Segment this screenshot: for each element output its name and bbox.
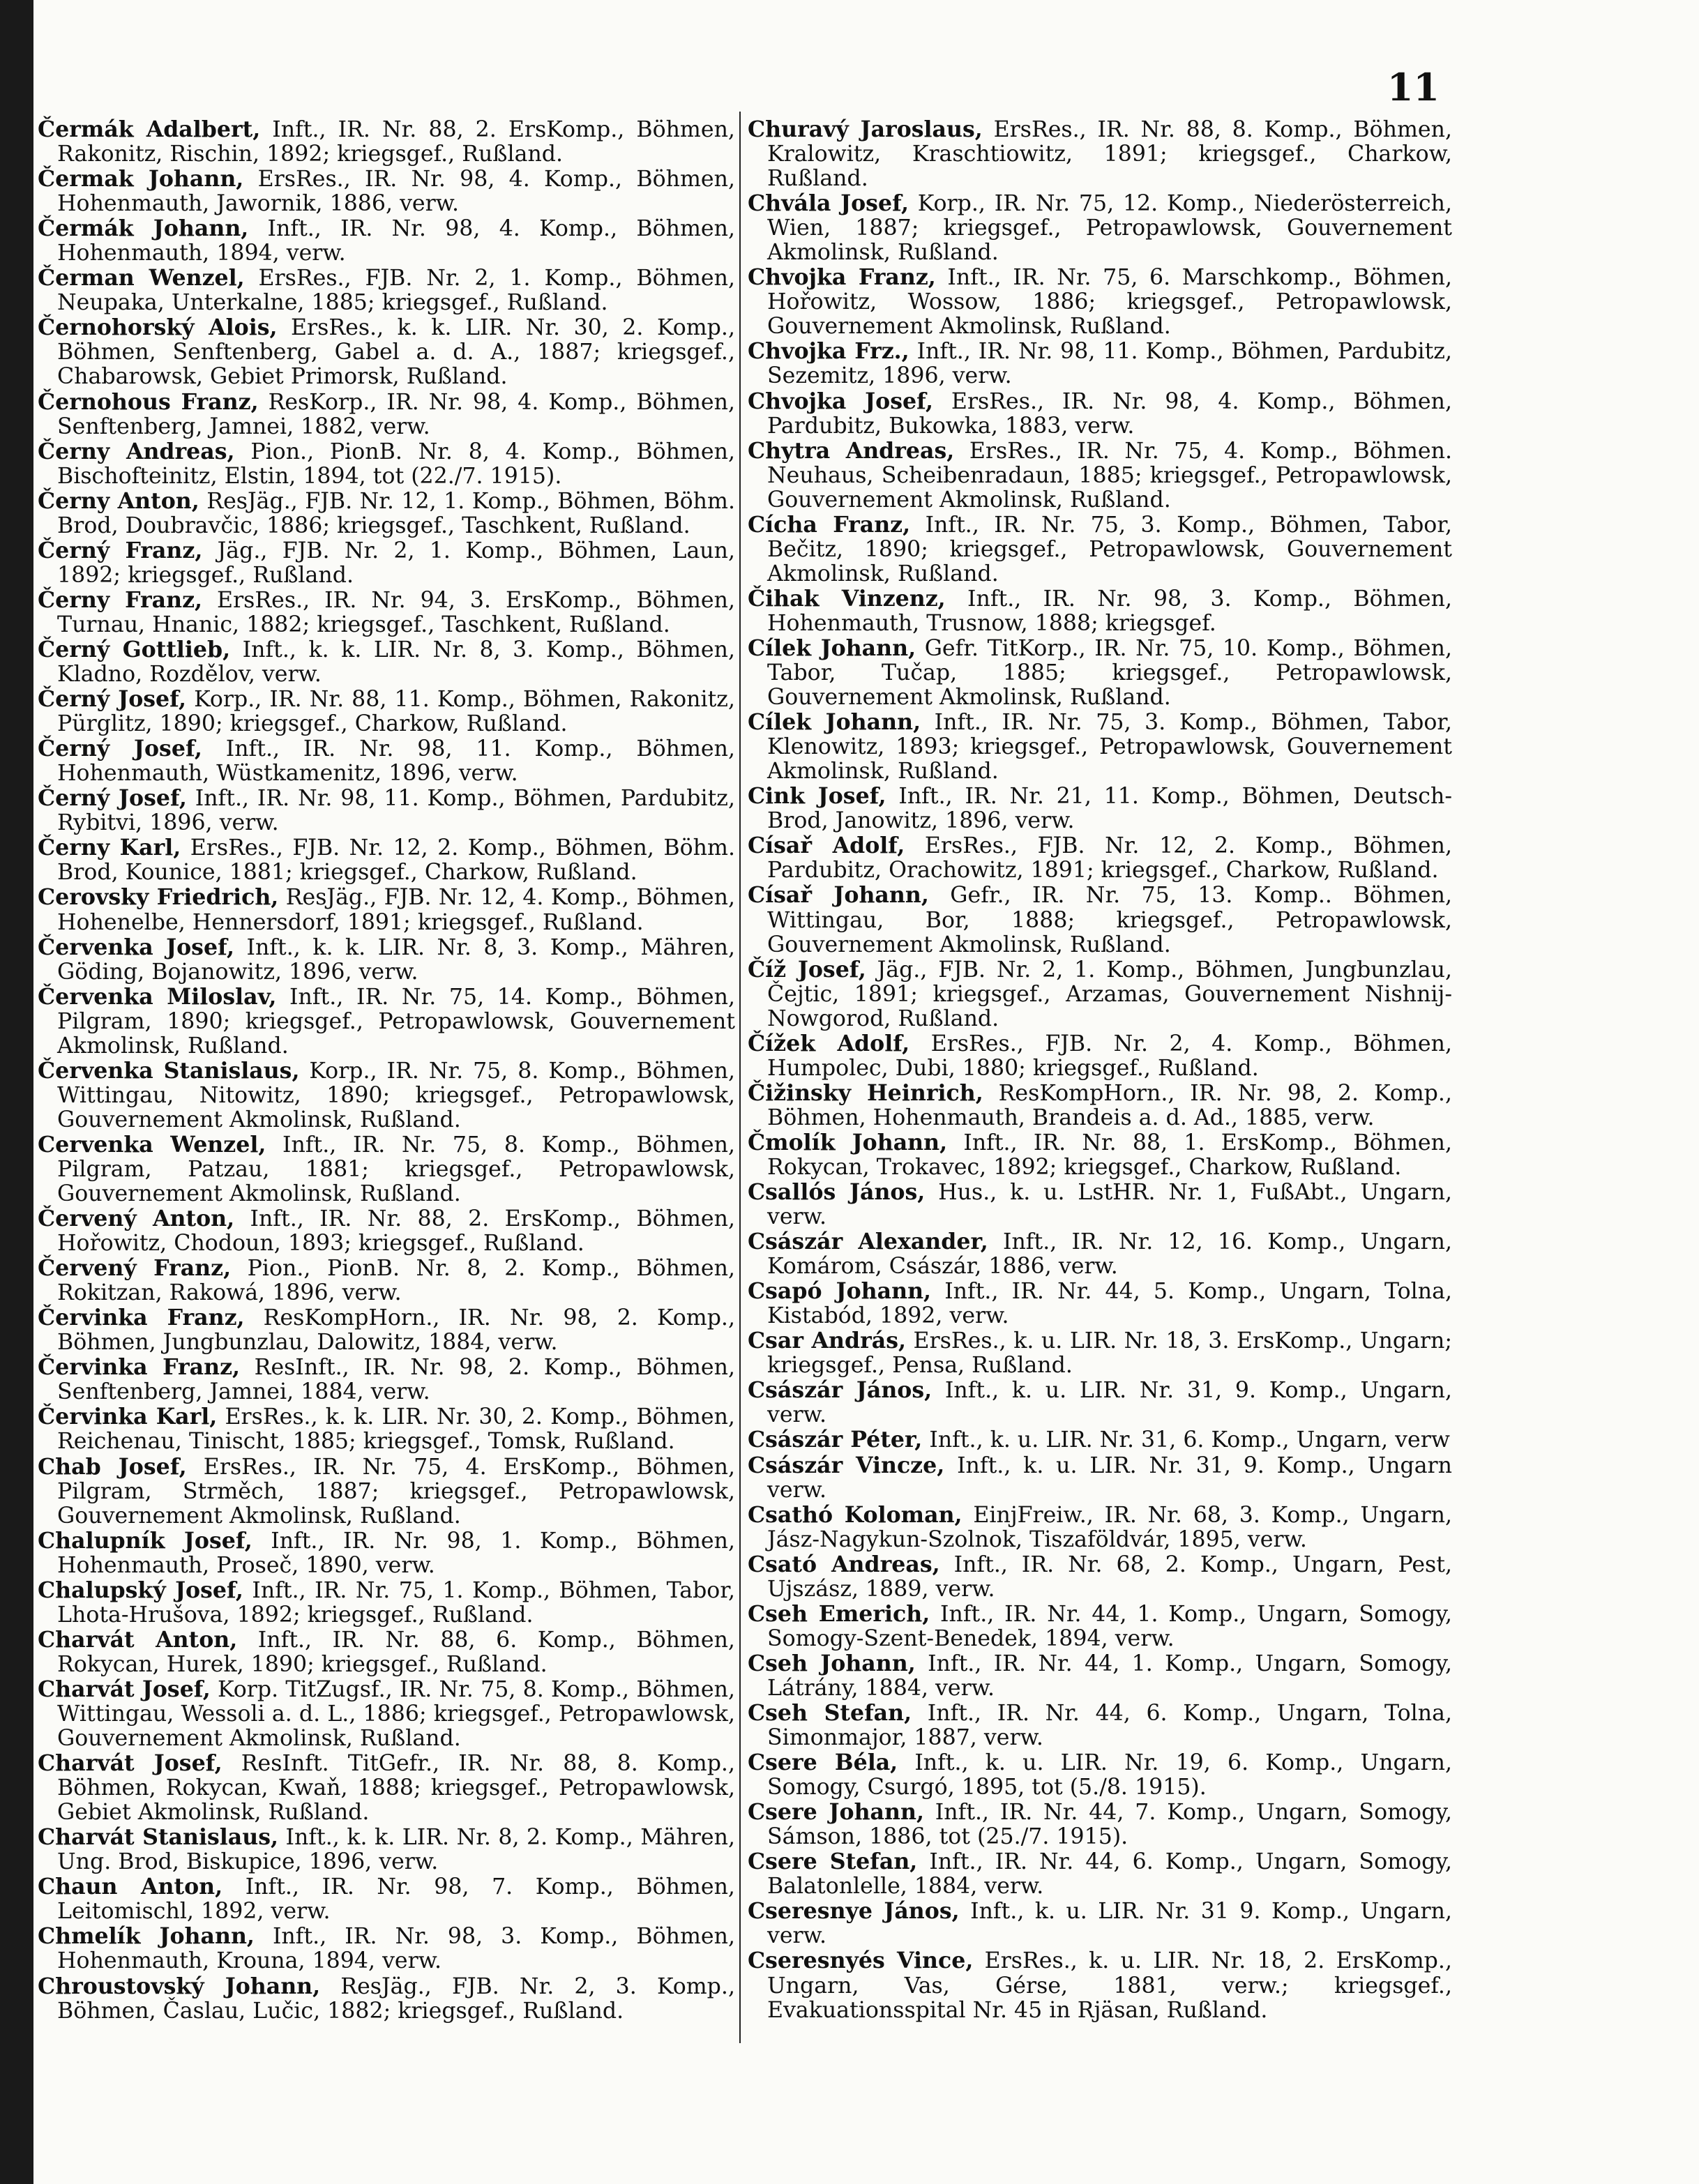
entry-name: Charvát Stanislaus, — [38, 1824, 278, 1851]
entry-name: Čermák Johann, — [38, 215, 249, 242]
list-item — [38, 786, 735, 835]
list-item — [38, 489, 735, 538]
entry-text: Gefr., IR. Nr. 75, 13. Komp.. Böhmen, Wittingau, Bor, 1888; kriegsgef., Petropawlowsk, Gouvernement Akmolinsk, Rußland. — [767, 883, 1452, 957]
entry-text: ResKompHorn., IR. Nr. 98, 2. Komp., Böhmen, Jungbunzlau, Dalowitz, 1884, verw. — [57, 1305, 735, 1356]
right-column — [748, 117, 1452, 2023]
entry-name: Charvát Josef, — [38, 1750, 222, 1777]
list-item — [748, 833, 1452, 883]
list-item — [748, 1180, 1452, 1229]
entry-text: ErsRes., k. u. LIR. Nr. 18, 3. ErsKomp., Ungarn; kriegsgef., Pensa, Rußland. — [767, 1328, 1453, 1379]
entry-name: Černý Josef, — [38, 736, 202, 762]
entry-name: Černy Andreas, — [38, 438, 235, 464]
entry-name: Červený Anton, — [38, 1206, 235, 1232]
entry-name: Císař Johann, — [748, 882, 929, 909]
entry-text: Inft., k. u. LIR. Nr. 31, 9. Komp., Ungarn verw. — [767, 1453, 1452, 1503]
entry-name: Černý Josef, — [38, 686, 187, 713]
list-item — [38, 835, 735, 885]
list-item — [38, 1355, 735, 1404]
entry-text: ErsRes., IR. Nr. 75, 4. ErsKomp., Böhmen, Pilgram, Strměch, 1887; kriegsgef., Petropawlowsk, Gouvernement Akmolinsk, Rußland. — [57, 1454, 735, 1529]
list-item — [748, 1378, 1452, 1427]
list-item — [38, 1751, 735, 1825]
list-item — [38, 985, 735, 1059]
list-item — [38, 1874, 735, 1924]
list-item — [748, 265, 1452, 339]
left-column — [38, 117, 735, 2024]
entry-text: Inft., IR. Nr. 98, 3. Komp., Böhmen, Hohenmauth, Krouna, 1894, verw. — [57, 1924, 735, 1974]
entry-name: Číž Josef, — [748, 956, 866, 983]
list-item — [748, 1948, 1452, 2022]
list-item — [38, 687, 735, 736]
entry-name: Černy Anton, — [38, 487, 199, 514]
entry-name: Černy Franz, — [38, 586, 203, 613]
entry-text: Inft., IR. Nr. 44, 6. Komp., Ungarn, Somogy, Balatonlelle, 1884, verw. — [767, 1849, 1452, 1899]
entry-text: Inft., IR. Nr. 98, 11. Komp., Böhmen, Pardubitz, Rybitvi, 1896, verw. — [57, 786, 735, 836]
entry-text: Inft., IR. Nr. 44, 6. Komp., Ungarn, Tolna, Simonmajor, 1887, verw. — [767, 1701, 1452, 1751]
entry-name: Červinka Franz, — [38, 1354, 241, 1381]
entry-text: ErsRes., IR. Nr. 88, 8. Komp., Böhmen, Kralowitz, Kraschtiowitz, 1891; kriegsgef., Charkow, Rußland. — [767, 117, 1452, 192]
list-item — [38, 1974, 735, 2024]
entry-text: Inft., IR. Nr. 21, 11. Komp., Böhmen, Deutsch-Brod, Janowitz, 1896, verw. — [767, 784, 1452, 834]
entry-name: Csathó Koloman, — [748, 1501, 962, 1528]
list-item — [748, 1328, 1452, 1378]
list-item — [748, 1701, 1452, 1750]
list-item — [38, 390, 735, 439]
entry-name: Černý Josef, — [38, 785, 187, 812]
entry-text: Inft., IR. Nr. 88, 6. Komp., Böhmen, Rokycan, Hurek, 1890; kriegsgef., Rußland. — [57, 1627, 735, 1677]
list-item — [748, 1503, 1452, 1552]
entry-name: Chaun Anton, — [38, 1874, 223, 1900]
list-item — [748, 636, 1452, 710]
entry-name: Csere Béla, — [748, 1750, 898, 1776]
entry-text: ResKorp., IR. Nr. 98, 4. Komp., Böhmen, Senftenberg, Jamnei, 1882, verw. — [57, 389, 735, 439]
entry-text: Inft., IR. Nr. 88, 2. ErsKomp., Böhmen, Rakonitz, Rischin, 1892; kriegsgef., Rußland. — [57, 117, 735, 167]
list-item — [38, 117, 735, 167]
entry-name: Černohorský Alois, — [38, 314, 278, 341]
entry-name: Charvát Josef, — [38, 1676, 211, 1702]
list-item — [38, 1924, 735, 1973]
entry-text: ErsRes., FJB. Nr. 12, 2. Komp., Böhmen, Pardubitz, Orachowitz, 1891; kriegsgef., Charkow, Rußland. — [767, 833, 1453, 884]
entry-text: Inft., IR. Nr. 44, 1. Komp., Ungarn, Somogy, Somogy-Szent-Benedek, 1894, verw. — [767, 1601, 1452, 1651]
list-item — [38, 1578, 735, 1628]
entry-name: Čmolík Johann, — [748, 1129, 948, 1155]
entry-text: Inft., IR. Nr. 98, 3. Komp., Böhmen, Hohenmauth, Trusnow, 1888; kriegsgef. — [767, 586, 1452, 636]
entry-text: Inft., k. k. LIR. Nr. 8, 2. Komp., Mähren, Ung. Brod, Biskupice, 1896, verw. — [57, 1825, 736, 1875]
entry-text: Inft., k. u. LIR. Nr. 19, 6. Komp., Ungarn, Somogy, Csurgó, 1895, tot (5./8. 1915). — [767, 1750, 1452, 1800]
entry-name: Csallós János, — [748, 1179, 926, 1206]
list-item — [748, 1427, 1452, 1453]
entry-name: Csar András, — [748, 1328, 907, 1354]
entry-name: Császár János, — [748, 1377, 932, 1404]
entry-text: Inft., k. k. LIR. Nr. 8, 3. Komp., Böhmen, Kladno, Rozdělov, verw. — [57, 637, 736, 688]
entry-text: ResJäg., FJB. Nr. 12, 1. Komp., Böhmen, Böhm. Brod, Doubravčic, 1886; kriegsgef., Taschkent, Rußland. — [57, 488, 736, 538]
entry-text: Inft., IR. Nr. 88, 1. ErsKomp., Böhmen, Rokycan, Trokavec, 1892; kriegsgef., Charkow, Rußland. — [767, 1130, 1452, 1180]
entry-name: Čižinsky Heinrich, — [748, 1079, 983, 1106]
entry-name: Čerman Wenzel, — [38, 265, 245, 291]
entry-name: Chalupník Josef, — [38, 1527, 252, 1554]
list-item — [38, 1206, 735, 1256]
entry-name: Chalupský Josef, — [38, 1577, 243, 1603]
entry-name: Chvojka Frz., — [748, 338, 909, 365]
entry-name: Cseh Stefan, — [748, 1700, 912, 1726]
entry-text: EinjFreiw., IR. Nr. 68, 3. Komp., Ungarn, Jász-Nagykun-Szolnok, Tiszaföldvár, 1895, verw. — [767, 1502, 1452, 1552]
list-item — [748, 513, 1452, 586]
entry-name: Červenka Stanislaus, — [38, 1057, 300, 1084]
entry-text: Inft., IR. Nr. 98, 11. Komp., Böhmen, Pardubitz, Sezemitz, 1896, verw. — [767, 339, 1452, 389]
list-item — [38, 588, 735, 637]
entry-name: Cseresnye János, — [748, 1898, 960, 1925]
entry-text: Inft., IR. Nr. 68, 2. Komp., Ungarn, Pest, Ujszász, 1889, verw. — [767, 1552, 1452, 1602]
list-item — [748, 957, 1452, 1031]
entry-text: ErsRes., k. u. LIR. Nr. 18, 2. ErsKomp., Ungarn, Vas, Gérse, 1881, verw.; kriegsgef., Evakuationsspital Nr. 45 in Rjäsan, Rußland. — [767, 1948, 1452, 2023]
entry-text: Inft., k. u. LIR. Nr. 31, 9. Komp., Ungarn, verw. — [767, 1378, 1453, 1428]
list-item — [748, 1130, 1452, 1180]
list-item — [748, 389, 1452, 439]
entry-text: Inft., IR. Nr. 98, 1. Komp., Böhmen, Hohenmauth, Proseč, 1890, verw. — [57, 1528, 735, 1578]
entry-name: Cink Josef, — [748, 783, 886, 810]
entry-name: Červinka Franz, — [38, 1305, 245, 1331]
list-item — [748, 1750, 1452, 1800]
entry-name: Červenka Josef, — [38, 934, 234, 960]
list-item — [748, 1081, 1452, 1130]
entry-name: Cerovsky Friedrich, — [38, 884, 279, 911]
entry-name: Cícha Franz, — [748, 511, 911, 538]
list-item — [38, 1529, 735, 1578]
entry-name: Chroustovský Johann, — [38, 1973, 321, 1999]
list-item — [38, 266, 735, 315]
entry-text: ResInft. TitGefr., IR. Nr. 88, 8. Komp., Böhmen, Rokycan, Kwaň, 1888; kriegsgef., Petropawlowsk, Gebiet Akmolinsk, Rußland. — [57, 1751, 735, 1826]
list-item — [748, 1651, 1452, 1701]
list-item — [748, 1453, 1452, 1503]
entry-name: Císař Adolf, — [748, 833, 905, 859]
entry-text: Jäg., FJB. Nr. 2, 1. Komp., Böhmen, Laun, 1892; kriegsgef., Rußland. — [57, 538, 736, 588]
entry-text: Inft., IR. Nr. 44, 7. Komp., Ungarn, Somogy, Sámson, 1886, tot (25./7. 1915). — [767, 1800, 1452, 1850]
entry-text: ErsRes., k. k. LIR. Nr. 30, 2. Komp., Böhmen, Reichenau, Tinischt, 1885; kriegsgef., Tomsk, Rußland. — [57, 1404, 735, 1455]
list-item — [748, 1800, 1452, 1849]
list-item — [748, 1229, 1452, 1279]
binding-edge — [0, 0, 33, 2184]
entry-name: Cseh Emerich, — [748, 1600, 930, 1627]
entry-text: ResKompHorn., IR. Nr. 98, 2. Komp., Böhmen, Hohenmauth, Brandeis a. d. Ad., 1885, verw. — [767, 1080, 1452, 1130]
entry-name: Černý Franz, — [38, 537, 203, 563]
entry-text: ErsRes., IR. Nr. 98, 4. Komp., Böhmen, Pardubitz, Bukowka, 1883, verw. — [767, 388, 1452, 439]
list-item — [38, 885, 735, 934]
entry-name: Čermák Adalbert, — [38, 116, 261, 142]
list-item — [748, 1552, 1452, 1602]
entry-text: ResJäg., FJB. Nr. 2, 3. Komp., Böhmen, Časlau, Lučic, 1882; kriegsgef., Rußland. — [57, 1973, 735, 2024]
entry-name: Csató Andreas, — [748, 1551, 940, 1577]
entry-text: Inft., IR. Nr. 88, 2. ErsKomp., Böhmen, Hořowitz, Chodoun, 1893; kriegsgef., Rußland. — [57, 1206, 736, 1257]
list-item — [38, 216, 735, 266]
list-item — [38, 1256, 735, 1305]
entry-text: Korp. TitZugsf., IR. Nr. 75, 8. Komp., Böhmen, Wittingau, Wessoli a. d. L., 1886; kriegsgef., Petropawlowsk, Gouvernement Akmolinsk, Rußland. — [57, 1676, 736, 1752]
list-item — [38, 439, 735, 489]
list-item — [38, 1404, 735, 1454]
entry-name: Čihak Vinzenz, — [748, 585, 946, 612]
list-item — [748, 1279, 1452, 1328]
entry-name: Černohous Franz, — [38, 388, 259, 415]
entry-text: ResInft., IR. Nr. 98, 2. Komp., Böhmen, Senftenberg, Jamnei, 1884, verw. — [57, 1355, 736, 1405]
list-item — [38, 315, 735, 389]
entry-text: Korp., IR. Nr. 88, 11. Komp., Böhmen, Rakonitz, Pürglitz, 1890; kriegsgef., Charkow, Rußland. — [57, 687, 735, 737]
entry-text: Inft., IR. Nr. 98, 7. Komp., Böhmen, Leitomischl, 1892, verw. — [57, 1874, 735, 1925]
entry-name: Čížek Adolf, — [748, 1030, 910, 1056]
entry-name: Cervenka Wenzel, — [38, 1131, 266, 1158]
list-item — [38, 1132, 735, 1206]
entry-name: Černý Gottlieb, — [38, 636, 231, 662]
entry-text: Inft., IR. Nr. 98, 11. Komp., Böhmen, Hohenmauth, Wüstkamenitz, 1896, verw. — [57, 736, 736, 787]
entry-text: ErsRes., FJB. Nr. 2, 4. Komp., Böhmen, Humpolec, Dubi, 1880; kriegsgef., Rußland. — [767, 1031, 1452, 1081]
entry-text: ErsRes., IR. Nr. 75, 4. Komp., Böhmen. Neuhaus, Scheibenradaun, 1885; kriegsgef., Petropawlowsk, Gouvernement Akmolinsk, Rußland. — [767, 438, 1453, 513]
list-item — [748, 1899, 1452, 1948]
entry-text: Inft., IR. Nr. 98, 4. Komp., Böhmen, Hohenmauth, 1894, verw. — [57, 216, 735, 266]
list-item — [748, 586, 1452, 636]
entry-name: Chmelík Johann, — [38, 1923, 255, 1950]
list-item — [38, 538, 735, 588]
list-item — [38, 736, 735, 786]
list-item — [748, 710, 1452, 784]
entry-name: Červenka Miloslav, — [38, 983, 277, 1010]
entry-name: Cílek Johann, — [748, 709, 921, 736]
list-item — [38, 637, 735, 687]
entry-text: Inft., IR. Nr. 75, 3. Komp., Böhmen, Tabor, Bečitz, 1890; kriegsgef., Petropawlowsk, Gouvernement Akmolinsk, Rußland. — [767, 512, 1452, 586]
page-number: 11 — [1387, 65, 1440, 109]
list-item — [748, 191, 1452, 265]
entry-name: Császár Alexander, — [748, 1229, 988, 1255]
list-item — [38, 167, 735, 216]
entry-text: Inft., IR. Nr. 75, 6. Marschkomp., Böhmen, Hořowitz, Wossow, 1886; kriegsgef., Petropawlowsk, Gouvernement Akmolinsk, Rußland. — [767, 265, 1452, 340]
list-item — [38, 1677, 735, 1751]
entry-text: Inft., k. k. LIR. Nr. 8, 3. Komp., Mähren, Göding, Bojanowitz, 1896, verw. — [57, 934, 735, 985]
list-item — [748, 339, 1452, 388]
entry-text: Korp., IR. Nr. 75, 12. Komp., Niederösterreich, Wien, 1887; kriegsgef., Petropawlowsk, Gouvernement Akmolinsk, Rußland. — [767, 191, 1453, 266]
entry-name: Cseresnyés Vince, — [748, 1948, 974, 1974]
entry-name: Čermak Johann, — [38, 166, 244, 192]
list-item — [748, 883, 1452, 957]
entry-name: Csere Johann, — [748, 1799, 924, 1826]
list-item — [748, 117, 1452, 191]
entry-text: Inft., k. u. LIR. Nr. 31, 6. Komp., Ungarn, verw — [929, 1427, 1450, 1453]
entry-name: Chvojka Josef, — [748, 388, 933, 414]
entry-text: ResJäg., FJB. Nr. 12, 4. Komp., Böhmen, Hohenelbe, Hennersdorf, 1891; kriegsgef., Rußland. — [57, 885, 735, 935]
column-divider — [739, 112, 741, 2043]
entry-text: Gefr. TitKorp., IR. Nr. 75, 10. Komp., Böhmen, Tabor, Tučap, 1885; kriegsgef., Petropawlowsk, Gouvernement Akmolinsk, Rußland. — [767, 635, 1452, 711]
entry-name: Červený Franz, — [38, 1255, 232, 1282]
entry-name: Csere Stefan, — [748, 1849, 918, 1875]
list-item — [748, 439, 1452, 513]
entry-text: Korp., IR. Nr. 75, 8. Komp., Böhmen, Wittingau, Nitowitz, 1890; kriegsgef., Petropawlowsk, Gouvernement Akmolinsk, Rußland. — [57, 1058, 735, 1132]
entry-text: ErsRes., FJB. Nr. 2, 1. Komp., Böhmen, Neupaka, Unterkalne, 1885; kriegsgef., Rußland. — [57, 266, 735, 316]
entry-name: Cílek Johann, — [748, 635, 916, 661]
entry-text: Inft., IR. Nr. 75, 14. Komp., Böhmen, Pilgram, 1890; kriegsgef., Petropawlowsk, Gouvernement Akmolinsk, Rußland. — [57, 984, 735, 1059]
entry-name: Charvát Anton, — [38, 1626, 238, 1653]
entry-name: Cseh Johann, — [748, 1650, 916, 1676]
list-item — [38, 1455, 735, 1529]
entry-name: Chvála Josef, — [748, 190, 909, 217]
list-item — [748, 1031, 1452, 1081]
entry-name: Császár Vincze, — [748, 1452, 945, 1478]
entry-text: Inft., IR. Nr. 75, 1. Komp., Böhmen, Tabor, Lhota-Hrušova, 1892; kriegsgef., Rußland. — [57, 1577, 736, 1628]
entry-text: Inft., IR. Nr. 75, 3. Komp., Böhmen, Tabor, Klenowitz, 1893; kriegsgef., Petropawlowsk, Gouvernement Akmolinsk, Rußland. — [767, 710, 1453, 784]
entry-text: ErsRes., IR. Nr. 98, 4. Komp., Böhmen, Hohenmauth, Jawornik, 1886, verw. — [57, 167, 735, 217]
entry-text: Pion., PionB. Nr. 8, 4. Komp., Böhmen, Bischofteinitz, Elstin, 1894, tot (22./7. 1915). — [57, 439, 736, 489]
entry-name: Červinka Karl, — [38, 1404, 218, 1430]
entry-text: Inft., IR. Nr. 44, 5. Komp., Ungarn, Tolna, Kistabód, 1892, verw. — [767, 1279, 1452, 1329]
entry-text: ErsRes., k. k. LIR. Nr. 30, 2. Komp., Böhmen, Senftenberg, Gabel a. d. A., 1887; kriegsgef., Chabarowsk, Gebiet Primorsk, Rußland. — [57, 315, 735, 390]
entry-name: Csapó Johann, — [748, 1278, 932, 1305]
entry-text: Jäg., FJB. Nr. 2, 1. Komp., Böhmen, Jungbunzlau, Čejtic, 1891; kriegsgef., Arzamas, Gouvernement Nishnij-Nowgorod, Rußland. — [767, 957, 1452, 1031]
entry-name: Churavý Jaroslaus, — [748, 116, 983, 142]
entry-text: Inft., IR. Nr. 12, 16. Komp., Ungarn, Komárom, Császár, 1886, verw. — [767, 1229, 1452, 1280]
entry-name: Chytra Andreas, — [748, 437, 955, 464]
list-item — [38, 1305, 735, 1355]
list-item — [38, 1059, 735, 1132]
entry-text: Inft., k. u. LIR. Nr. 31 9. Komp., Ungarn, verw. — [767, 1899, 1453, 1949]
list-item — [748, 1849, 1452, 1899]
list-item — [748, 1602, 1452, 1651]
entry-text: Inft., IR. Nr. 75, 8. Komp., Böhmen, Pilgram, Patzau, 1881; kriegsgef., Petropawlowsk, Gouvernement Akmolinsk, Rußland. — [57, 1132, 735, 1207]
entry-text: ErsRes., IR. Nr. 94, 3. ErsKomp., Böhmen, Turnau, Hnanic, 1882; kriegsgef., Taschkent, Rußland. — [57, 587, 736, 637]
entry-text: Pion., PionB. Nr. 8, 2. Komp., Böhmen, Rokitzan, Rakowá, 1896, verw. — [57, 1256, 735, 1306]
entry-name: Chvojka Franz, — [748, 264, 936, 291]
entry-name: Császár Péter, — [748, 1427, 923, 1453]
entry-name: Chab Josef, — [38, 1453, 187, 1480]
list-item — [38, 1825, 735, 1874]
entry-text: Inft., IR. Nr. 44, 1. Komp., Ungarn, Somogy, Látrány, 1884, verw. — [767, 1651, 1452, 1701]
entry-name: Černy Karl, — [38, 835, 181, 861]
list-item — [38, 935, 735, 985]
list-item — [748, 784, 1452, 833]
entry-text: ErsRes., FJB. Nr. 12, 2. Komp., Böhmen, Böhm. Brod, Kounice, 1881; kriegsgef., Charkow, Rußland. — [57, 835, 736, 886]
list-item — [38, 1628, 735, 1677]
entry-text: Hus., k. u. LstHR. Nr. 1, FußAbt., Ungarn, verw. — [767, 1180, 1452, 1230]
